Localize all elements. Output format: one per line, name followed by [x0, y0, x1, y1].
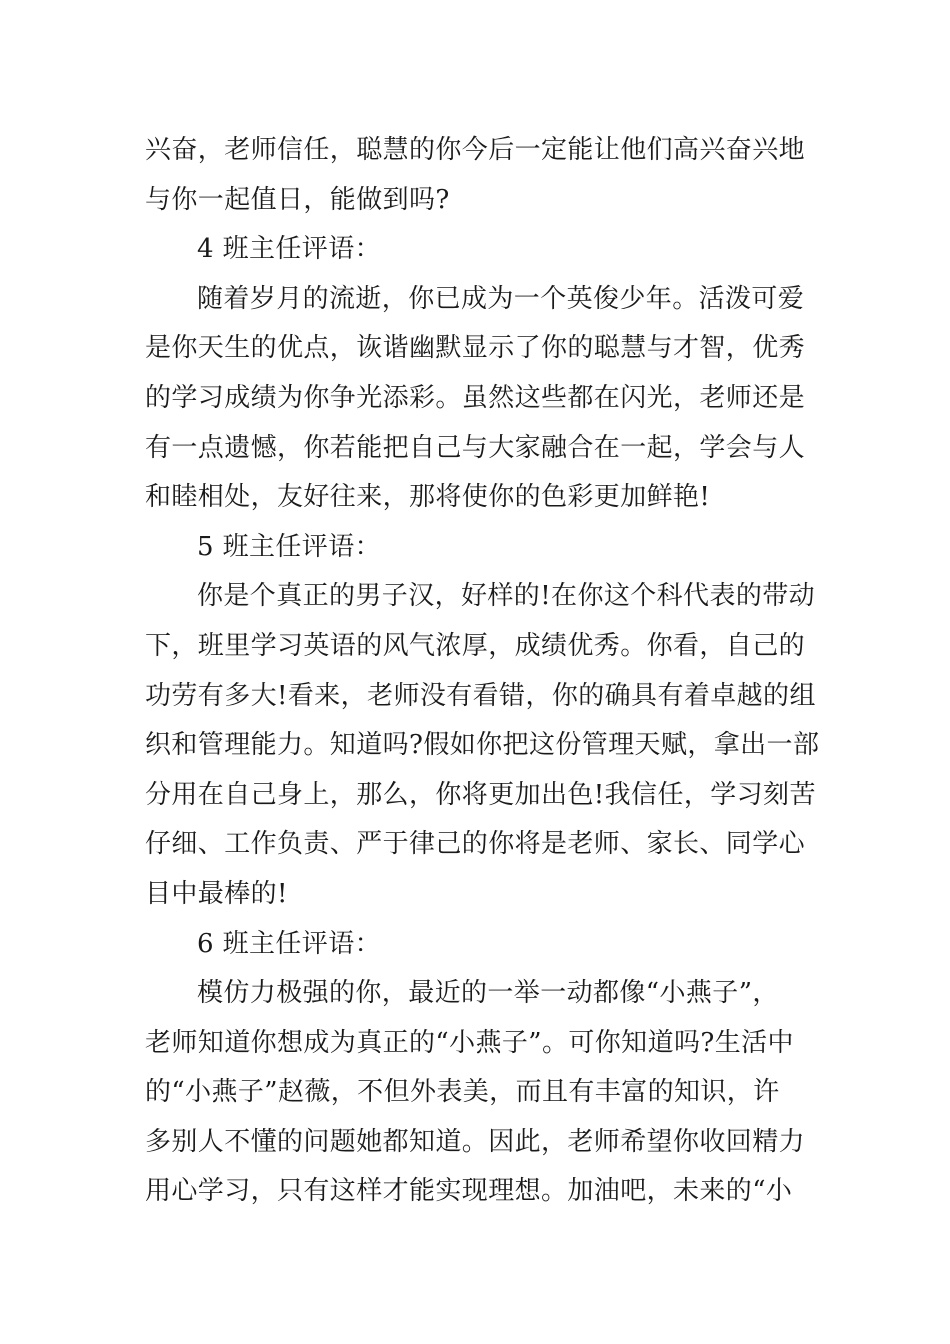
paragraph-line: 你是个真正的男子汉，好样的!在你这个科代表的带动 — [197, 581, 816, 612]
paragraph-line: 是你天生的优点，诙谐幽默显示了你的聪慧与才智，优秀 — [145, 333, 806, 364]
paragraph-line: 与你一起值日，能做到吗? — [145, 184, 450, 215]
paragraph-line: 用心学习，只有这样才能实现理想。加油吧，未来的“小 — [145, 1176, 793, 1207]
document-body — [145, 126, 820, 1217]
paragraph-line: 老师知道你想成为真正的“小燕子”。可你知道吗?生活中 — [145, 1027, 794, 1058]
paragraph-line: 多别人不懂的问题她都知道。因此，老师希望你收回精力 — [145, 1126, 806, 1157]
paragraph-line: 仔细、工作负责、严于律己的你将是老师、家长、同学心 — [145, 829, 806, 860]
paragraph-line: 随着岁月的流逝，你已成为一个英俊少年。活泼可爱 — [197, 283, 805, 314]
paragraph-line: 分用在自己身上，那么，你将更加出色!我信任，学习刻苦 — [145, 779, 816, 810]
paragraph-line: 的学习成绩为你争光添彩。虽然这些都在闪光，老师还是 — [145, 382, 806, 413]
paragraph-line: 和睦相处，友好往来，那将使你的色彩更加鲜艳! — [145, 482, 711, 513]
paragraph-line: 有一点遗憾，你若能把自己与大家融合在一起，学会与人 — [145, 432, 806, 463]
paragraph-line: 织和管理能力。知道吗?假如你把这份管理天赋，拿出一部 — [145, 730, 820, 761]
paragraph-line: 目中最棒的! — [145, 878, 288, 909]
section-heading-4: 4 班主任评语： — [197, 234, 382, 265]
paragraph-line: 模仿力极强的你，最近的一举一动都像“小燕子”， — [197, 978, 779, 1009]
paragraph-line: 下，班里学习英语的风气浓厚，成绩优秀。你看，自己的 — [145, 630, 806, 661]
paragraph-line: 功劳有多大!看来，老师没有看错，你的确具有着卓越的组 — [145, 680, 816, 711]
paragraph-line: 兴奋，老师信任，聪慧的你今后一定能让他们高兴奋兴地 — [145, 135, 806, 165]
section-heading-6: 6 班主任评语： — [197, 928, 382, 959]
paragraph-line: 的“小燕子”赵薇，不但外表美，而且有丰富的知识，许 — [145, 1077, 780, 1108]
section-heading-5: 5 班主任评语： — [197, 531, 382, 562]
